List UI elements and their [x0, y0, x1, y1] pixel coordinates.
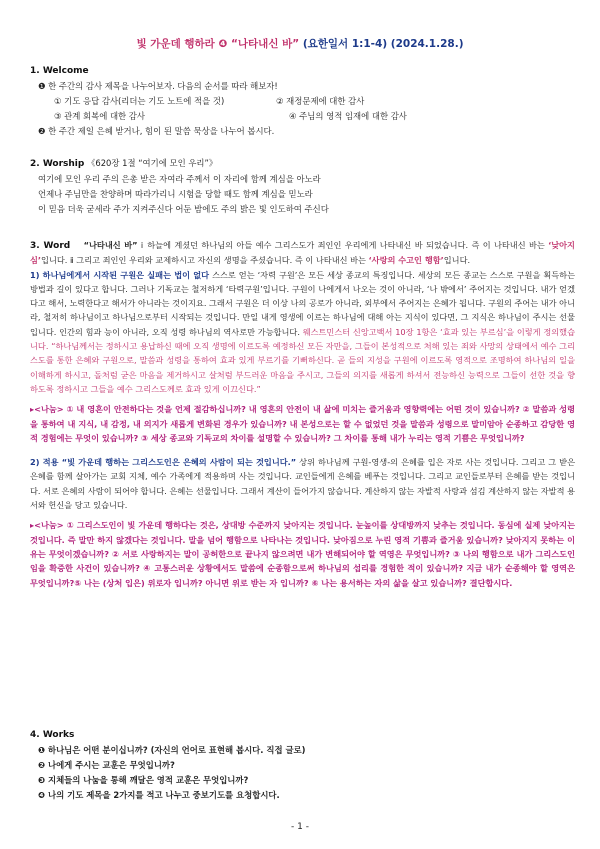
word-intro-c: 입니다. [443, 255, 471, 266]
welcome-sub-3: ③ 관계 회복에 대한 감사 [54, 111, 145, 121]
worship-line-2: 언제나 주님만을 찬양하며 따라가리니 시험을 당할 때도 함께 계심을 믿노라 [38, 189, 313, 199]
worship-line-1: 여기에 모인 우리 주의 은총 받은 자여라 주께서 이 자리에 함께 계심을 아노라 [38, 174, 321, 184]
point-1-quote: 웨스트민스터 신앙고백서 10장 1항은 ‘효과 있는 부르심’을 이렇게 정의했습니다. “하나님께서는 정하시고 용납하신 때에 오직 생명에 이르도록 예정하신 모든 자만을, 그들이 본성적으로 처해 있는 죄와 사망의 상태에서 예수 그리스도를 통한 은혜와 구원으로, 말씀과 성령을 통하여 효과 있게 부르기를 기뻐하신다. 곧 들의 지성을 구원에 이르도록 영적으로 조명하여 하나님의 일을 이해하게 하시고, 돌처럼 굳은 마음을 제거하시고 살처럼 부드러운 마음을 주시고, 그들의 의지를 새롭게 하셔서 전능하신 능력으로 그들이 선한 것을 향하도록 정하시고 그들을 예수 그리스도께로 효과 있게 이끄신다.” [30, 326, 575, 394]
share-2-text: ▸<나눔> ① 그리스도인이 빛 가운데 행하다는 것은, 상대방 수준까지 낮아지는 것입니다. 눈높이를 상대방까지 낮추는 것입니다. 동심에 실제 낮아지는 것입니다. 즉 말만 하지 않겠다는 것입니다. 말을 넘어 행함으로 나타나는 것입니다. 낮아짐으로 누린 영적 기쁨과 즐거움 있습니까? 낮아지지 못하는 이유는 무엇이겠습니까? ② 서로 사랑하지는 말이 공허한으로 끝나지 않으려면 내가 변해되어야 할 역영은 무엇입니까? ③ 나의 행함으로 내가 그리스도인임을 확증한 사건이 있습니까? ④ 고통스러운 상황에서도 말씀에 순종함으로써 하나님의 섭리를 경험한 적이 있습니까? 지금 내가 순종해야 할 영역은 무엇입니까?⑤ 나는 (상처 입은) 위로자 입니까? 아니면 위로 받는 자 입니까? ⑥ 나는 용서하는 자의 삶을 살고 있습니까? 결단합시다. [30, 520, 576, 588]
welcome-section [30, 64, 575, 139]
worship-song: 《620장 1절 “여기에 모인 우리”》 [87, 158, 218, 168]
title-main: 빛 가운데 행하라 ❹ “나타내신 바” [136, 38, 300, 50]
point-2-heading: 2) 적용 “빛 가운데 행하는 그리스도인은 은혜의 사람이 되는 것입니다.” [30, 457, 297, 468]
worship-heading: 2. Worship [30, 159, 85, 169]
word-point-1 [30, 268, 575, 397]
works-item-1: ❶ 하나님은 어떤 분이십니까? (자신의 언어로 표현해 봅시다. 직접 글로) [38, 745, 306, 755]
point-1-heading: 1) 하나님에게서 시작된 구원은 실패는 법이 없다 [30, 269, 210, 280]
point-1-body: 스스로 얻는 ‘자력 구원’은 모든 세상 종교의 특징입니다. 세상의 모든 종교는 스스로 구원을 획득하는 방법과 길이 있다고 합니다. 그러나 기독교는 철저하게 ‘타력구원’입니다. 구원이 나에게서 나오는 것이 아니라, ‘나 밖에서’ 주어지는 것입니다. 내가 얻겠다고 해서, 노력한다고 해서가 아니라는 것이지요. 그래서 구원은 더 이상 나의 공로가 아니라, 외부에서 주어지는 은혜가 됩니다. 구원의 주어는 내가 아니라, 철저히 하나님이고 하나님으로부터 시작되는 것입니다. 만일 내게 영생에 이르는 하나님에 대해 아는 지식이 있다면, 그 지식은 하나님이 주시는 선물입니다. 인간의 힘과 능이 아니라, 오직 성령 하나님의 역사로만 가능합니다. [30, 269, 575, 337]
welcome-sub-row-2 [30, 109, 575, 124]
welcome-sub-1: ① 기도 응답 감사(리더는 기도 노트에 적을 것) [54, 96, 225, 106]
works-item-4: ❹ 나의 기도 제목을 2가지를 적고 나누고 중보기도를 요청합시다. [38, 790, 280, 800]
welcome-heading: 1. Welcome [30, 66, 89, 76]
point-2-body: 상위 하나님께 구원-영생-의 은혜를 입은 자로 사는 것입니다. 그리고 그 받은 은혜를 함께 살아가는 교회 지체, 예수 가족에게 적용하며 사는 것입니다. 교인들에게 은혜를 베푸는 것입니다. 그리고 교인들로부터 은혜를 받는 것입니다. 서로 은혜의 사람이 되어야 합니다. 은혜는 선물입니다. 그래서 계산이 들어가지 않습니다. 계산하지 않는 자발적 사랑과 섬김 계산하지 않는 자발적 용서와 헌신을 당고 있습니다. [30, 457, 575, 511]
word-point-2 [30, 455, 575, 512]
word-heading: 3. Word [30, 241, 71, 251]
worship-line-3: 이 믿음 더욱 굳세라 주가 지켜주신다 어둔 밤에도 주의 밝은 빛 인도하여 주신다 [38, 204, 329, 214]
share-1-text: ▸<나눔> ① 내 영혼이 안전하다는 것을 언제 절감하십니까? 내 영혼의 안전이 내 삶에 미치는 즐거움과 영향력에는 어떤 것이 있습니까? ② 말씀과 성령을 통하여 내 지식, 내 감정, 내 의지가 새롭게 변화된 경우가 있습니까? 내 본성으로는 할 수 없었던 것을 말씀과 성령으로 말미암아 순종하고 감당한 영적 경험에는 무엇이 있습니까? ③ 세상 종교와 기독교의 차이를 설명할 수 있습니까? 그 차이를 통해 내가 누리는 영적 기쁨은 무엇입니까? [30, 404, 575, 443]
word-intro-b: 입니다. ⅱ 그리고 죄인인 우리와 교제하시고 자신의 생명을 주셨습니다. 즉 이 나타내신 바는 [41, 255, 369, 266]
works-heading: 4. Works [30, 730, 75, 740]
word-intro-a: ⅰ 하늘에 계셨던 하나님의 아들 예수 그리스도가 죄인인 우리에게 나타내신 바 되었습니다. 즉 이 나타내신 바는 [137, 240, 549, 250]
works-item-3: ❸ 지체들의 나눔을 통해 깨달은 영적 교훈은 무엇입니까? [38, 775, 249, 785]
word-topic: “나타내신 바” [83, 240, 138, 250]
works-section [30, 728, 575, 803]
word-highlight-1: ‘낮아지심’ [30, 240, 575, 266]
title-reference: (요한일서 1:1-4) (2024.1.28.) [302, 38, 464, 50]
welcome-item-1: ❶ 한 주간의 감사 제목을 나누어보자. 다음의 순서를 따라 해보자! [38, 81, 278, 91]
page-title [0, 36, 600, 51]
word-highlight-2: ‘사랑의 수고인 행함’ [368, 255, 444, 266]
welcome-sub-4: ④ 주님의 영적 임재에 대한 감사 [289, 111, 407, 121]
worship-section [30, 156, 575, 217]
share-1 [30, 402, 575, 445]
welcome-sub-row-1 [30, 94, 575, 109]
page-number: - 1 - [291, 822, 309, 832]
welcome-item-2: ❷ 한 주간 제일 은혜 받거나, 힘이 된 말씀 묵상을 나누어 봅시다. [38, 126, 275, 136]
welcome-sub-2: ② 재정문제에 대한 감사 [276, 96, 365, 106]
works-item-2: ❷ 나에게 주시는 교훈은 무엇입니까? [38, 760, 175, 770]
share-2 [30, 518, 575, 589]
word-section [30, 238, 575, 590]
word-intro [30, 238, 575, 268]
